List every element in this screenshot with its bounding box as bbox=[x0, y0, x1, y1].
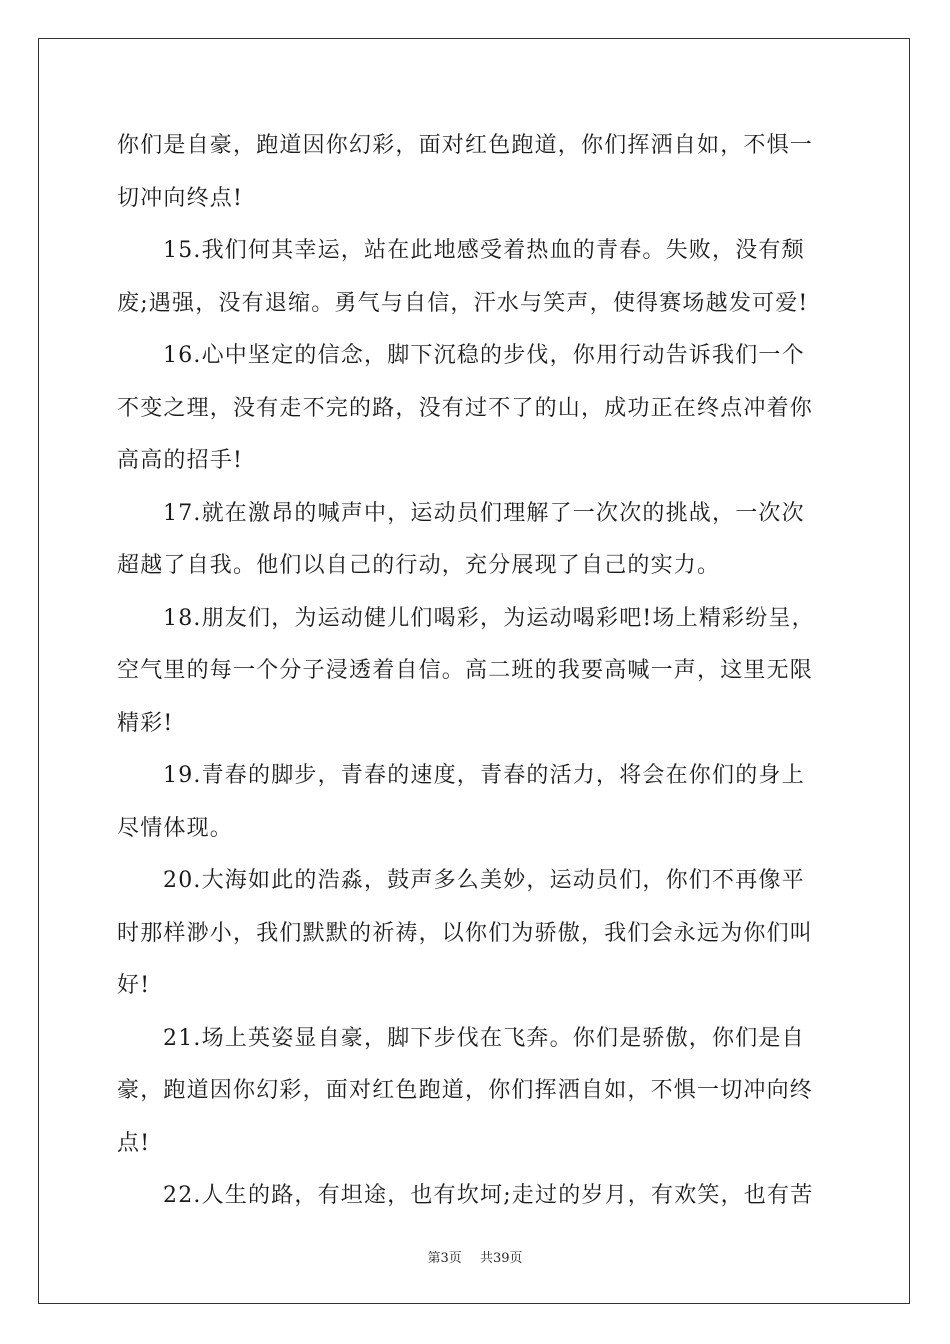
text-line: 高高的招手! bbox=[117, 448, 244, 473]
text-line: 21.场上英姿显自豪，脚下步伐在飞奔。你们是骄傲，你们是自 bbox=[163, 1025, 805, 1051]
text-line: 尽情体现。 bbox=[117, 815, 234, 841]
text-line: 时那样渺小，我们默默的祈祷，以你们为骄傲，我们会永远为你们叫 bbox=[117, 920, 814, 946]
text-line: 好! bbox=[117, 973, 151, 998]
text-line: 不变之理，没有走不完的路，没有过不了的山，成功正在终点冲着你 bbox=[117, 395, 814, 421]
text-line: 19.青春的脚步，青春的速度，青春的活力，将会在你们的身上 bbox=[163, 763, 805, 788]
text-line: 15.我们何其幸运，站在此地感受着热血的青春。失败，没有颓 bbox=[163, 238, 805, 263]
text-line: 你们是自豪，跑道因你幻彩，面对红色跑道，你们挥洒自如，不惧一 bbox=[117, 133, 814, 158]
text-line: 精彩! bbox=[117, 710, 174, 736]
text-line: 点! bbox=[117, 1130, 151, 1156]
document-body bbox=[117, 120, 833, 1223]
total-pages-label: 共39页 bbox=[479, 1251, 523, 1266]
page-footer bbox=[0, 1247, 950, 1266]
text-line: 17.就在激昂的喊声中，运动员们理解了一次次的挑战，一次次 bbox=[163, 500, 805, 526]
text-line: 18.朋友们，为运动健儿们喝彩，为运动喝彩吧!场上精彩纷呈， bbox=[163, 605, 815, 631]
text-line: 空气里的每一个分子浸透着自信。高二班的我要高喊一声，这里无限 bbox=[117, 658, 814, 683]
text-line: 16.心中坚定的信念，脚下沉稳的步伐，你用行动告诉我们一个 bbox=[163, 343, 805, 368]
current-page-label: 第3页 bbox=[427, 1251, 462, 1266]
text-line: 切冲向终点! bbox=[117, 185, 244, 211]
text-line: 20.大海如此的浩淼，鼓声多么美妙，运动员们，你们不再像平 bbox=[163, 868, 805, 893]
text-line: 废;遇强，没有退缩。勇气与自信，汗水与笑声，使得赛场越发可爱! bbox=[117, 290, 809, 316]
text-line: 22.人生的路，有坦途，也有坎坷;走过的岁月，有欢笑，也有苦 bbox=[163, 1183, 814, 1208]
text-line: 超越了自我。他们以自己的行动，充分展现了自己的实力。 bbox=[117, 553, 721, 578]
text-line: 豪，跑道因你幻彩，面对红色跑道，你们挥洒自如，不惧一切冲向终 bbox=[117, 1078, 814, 1103]
